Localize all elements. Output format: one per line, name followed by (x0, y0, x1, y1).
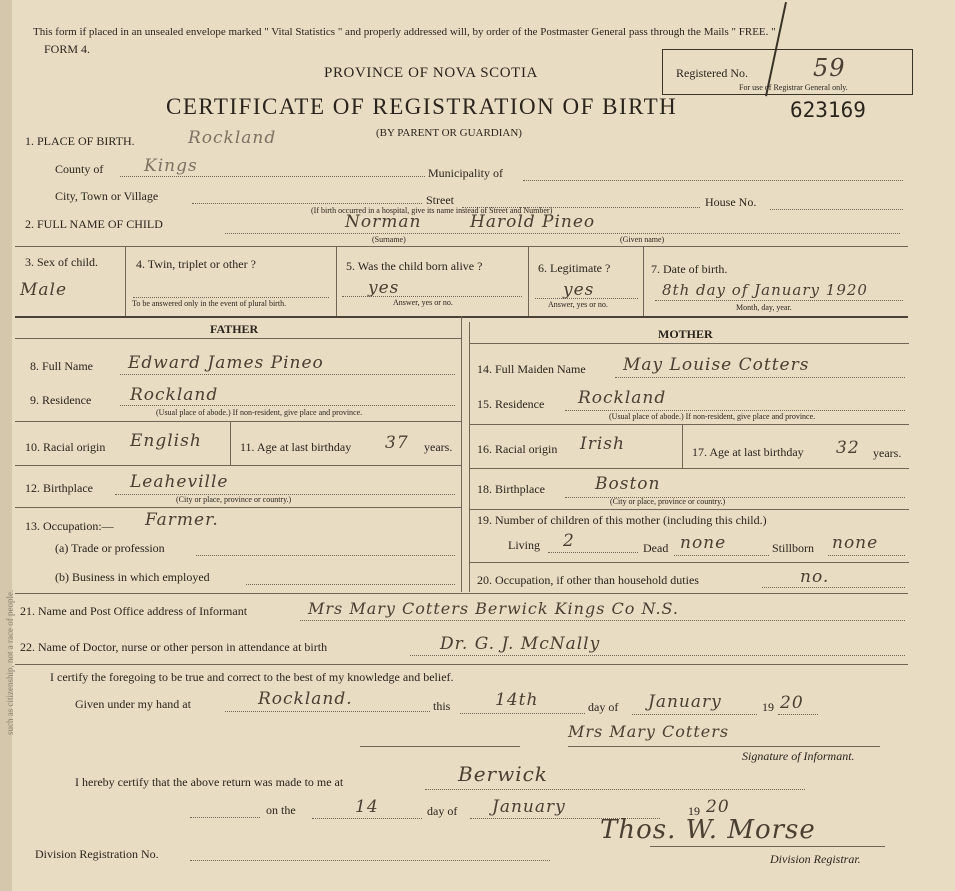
dead-label: Dead (643, 541, 669, 555)
given-month-line (632, 714, 757, 715)
twin-label: 4. Twin, triplet or other ? (136, 257, 256, 271)
father-age-value: 37 (385, 433, 409, 453)
registered-label: Registered No. (676, 66, 748, 80)
made-at-line (425, 789, 805, 790)
registrar-signature: Thos. W. Morse (600, 815, 816, 845)
given-at-value: Rockland. (258, 689, 353, 709)
hereby-label: I hereby certify that the above return was made to me at (75, 775, 344, 789)
alive-note: Answer, yes or no. (393, 298, 453, 307)
business-label: (b) Business in which employed (55, 570, 210, 584)
father-age-label: 11. Age at last birthday (240, 440, 352, 454)
father-racial-label: 10. Racial origin (25, 440, 106, 454)
sex-label: 3. Sex of child. (25, 255, 98, 269)
alive-line (342, 296, 522, 297)
child-surname-value: Norman (345, 212, 422, 232)
given-month-value: January (648, 692, 722, 712)
year-prefix-1: 19 (762, 700, 774, 714)
edge-text: such as citizenship, not a race of people. (5, 589, 15, 735)
mother-name-value: May Louise Cotters (623, 355, 810, 375)
mother-racial-label: 16. Racial origin (477, 442, 558, 456)
children-label: 19. Number of children of this mother (including this child.) (477, 513, 767, 527)
father-age-years: years. (424, 440, 453, 454)
on-the-lead-line (190, 817, 260, 818)
mother-heading: MOTHER (658, 327, 713, 341)
given-day-line (460, 713, 585, 714)
father-head-line (15, 338, 461, 339)
alive-label: 5. Was the child born alive ? (346, 259, 483, 273)
children-bottom (469, 562, 909, 563)
divider-4 (643, 246, 644, 316)
mother-racial-value: Irish (580, 434, 625, 454)
stillborn-value: none (832, 533, 879, 553)
day-of-label-2: day of (427, 804, 458, 818)
row-top-line (15, 246, 908, 247)
doctor-line (410, 655, 905, 656)
child-name-label: 2. FULL NAME OF CHILD (25, 217, 163, 231)
form-number: FORM 4. (44, 42, 91, 56)
county-value: Kings (144, 156, 198, 176)
street-label: Street (426, 193, 454, 207)
this-label: this (433, 699, 451, 713)
year-prefix-2: 19 (688, 804, 700, 818)
informant-signature: Mrs Mary Cotters (568, 722, 730, 741)
mother-racial-bottom (469, 468, 909, 469)
div-registrar-caption: Division Registrar. (770, 852, 861, 866)
mother-bp-value: Boston (595, 474, 661, 494)
mother-bp-bottom (469, 509, 909, 510)
mother-racial-top (469, 424, 909, 425)
father-racial-bottom (15, 465, 461, 466)
father-name-value: Edward James Pineo (128, 353, 324, 373)
child-given-value: Harold Pineo (470, 212, 596, 232)
twin-note: To be answered only in the event of plural birth. (132, 299, 287, 308)
alive-value: yes (368, 278, 400, 298)
place-of-birth-value: Rockland (188, 128, 277, 148)
county-label: County of (55, 162, 104, 176)
div-reg-no-line (190, 860, 550, 861)
registered-box (662, 49, 913, 95)
trade-line (196, 555, 455, 556)
divider-2 (336, 246, 337, 316)
sex-value: Male (20, 280, 68, 300)
mother-occ-label: 20. Occupation, if other than household duties (477, 573, 699, 587)
given-day-value: 14th (495, 690, 539, 710)
informant-sig-line (568, 746, 880, 747)
legit-value: yes (563, 280, 595, 300)
given-year-value: 20 (780, 693, 804, 713)
living-line (548, 552, 638, 553)
divider-1 (125, 246, 126, 316)
surname-caption: (Surname) (372, 235, 406, 244)
certify-top-line (15, 664, 908, 665)
mother-bp-note: (City or place, province or country.) (610, 497, 726, 506)
dob-value: 8th day of January 1920 (662, 281, 868, 299)
house-label: House No. (705, 195, 757, 209)
dob-note: Month, day, year. (736, 303, 792, 312)
informant-value: Mrs Mary Cotters Berwick Kings Co N.S. (308, 599, 680, 618)
doctor-value: Dr. G. J. McNally (440, 634, 601, 654)
informant-line (300, 620, 905, 621)
father-name-line (120, 374, 455, 375)
mother-res-label: 15. Residence (477, 397, 545, 411)
father-bp-bottom (15, 507, 461, 508)
postal-notice: This form if placed in an unsealed envelope marked " Vital Statistics " and properly addressed will, by order of the Postmaster General pass through the Mails " FREE. " (33, 26, 776, 38)
stillborn-label: Stillborn (772, 541, 815, 555)
registrar-sig-line (650, 846, 885, 847)
given-under-label: Given under my hand at (75, 697, 191, 711)
stamped-number: 623169 (790, 98, 866, 122)
father-age-divider (230, 421, 231, 465)
mother-age-divider (682, 424, 683, 468)
trade-label: (a) Trade or profession (55, 541, 165, 555)
certificate-subtitle: (BY PARENT OR GUARDIAN) (376, 127, 522, 139)
mother-age-label: 17. Age at last birthday (692, 445, 804, 459)
registered-number: 59 (813, 54, 846, 82)
given-year-line (778, 714, 818, 715)
twin-line (133, 297, 329, 298)
county-line (120, 176, 425, 177)
sig-informant-caption: Signature of Informant. (742, 749, 855, 763)
occupation-value: Farmer. (145, 510, 219, 530)
father-res-value: Rockland (130, 385, 219, 405)
dead-line (674, 555, 769, 556)
business-line (246, 584, 455, 585)
given-at-line (225, 711, 430, 712)
registered-note: For use of Registrar General only. (739, 83, 848, 92)
page-edge (0, 0, 15, 891)
doctor-label: 22. Name of Doctor, nurse or other person in attendance at birth (20, 640, 328, 654)
child-name-line (225, 233, 900, 234)
legit-line (535, 298, 638, 299)
on-the-label: on the (266, 803, 296, 817)
street-note: (If birth occurred in a hospital, give its name instead of Street and Number) (311, 206, 553, 215)
father-racial-top (15, 421, 461, 422)
father-bp-note: (City or place, province or country.) (176, 495, 292, 504)
house-line (770, 209, 903, 210)
father-res-label: 9. Residence (30, 393, 92, 407)
father-res-line (120, 405, 455, 406)
given-caption: (Given name) (620, 235, 665, 244)
parents-divider-2 (469, 322, 470, 592)
mother-res-value: Rockland (578, 388, 667, 408)
day-of-label: day of (588, 700, 619, 714)
informant-top-line (15, 593, 908, 594)
father-name-label: 8. Full Name (30, 359, 93, 373)
father-res-note: (Usual place of abode.) If non-resident, give place and province. (156, 408, 363, 417)
father-heading: FATHER (210, 322, 259, 336)
mother-age-years: years. (873, 446, 902, 460)
living-label: Living (508, 538, 540, 552)
province-heading: PROVINCE OF NOVA SCOTIA (324, 65, 538, 81)
mother-head-line (469, 343, 909, 344)
separator-line (360, 746, 520, 747)
certificate-title: CERTIFICATE OF REGISTRATION OF BIRTH (166, 94, 678, 119)
legit-label: 6. Legitimate ? (538, 261, 611, 275)
div-reg-no-label: Division Registration No. (35, 847, 159, 861)
stillborn-line (828, 555, 905, 556)
dob-label: 7. Date of birth. (651, 262, 728, 276)
mother-res-note: (Usual place of abode.) If non-resident, give place and province. (609, 412, 816, 421)
certify-text: I certify the foregoing to be true and correct to the best of my knowledge and belief. (50, 670, 454, 684)
city-line (192, 203, 422, 204)
divider-3 (528, 246, 529, 316)
occupation-label: 13. Occupation:— (25, 519, 114, 533)
mother-occ-value: no. (800, 567, 830, 587)
mother-occ-line (762, 587, 905, 588)
informant-label: 21. Name and Post Office address of Informant (20, 604, 248, 618)
dead-value: none (680, 533, 727, 553)
legit-note: Answer, yes or no. (548, 300, 608, 309)
father-bp-value: Leaheville (130, 472, 229, 492)
city-label: City, Town or Village (55, 189, 159, 203)
father-racial-value: English (130, 431, 202, 451)
parents-divider (461, 316, 462, 592)
place-of-birth-label: 1. PLACE OF BIRTH. (25, 134, 135, 148)
mother-bp-label: 18. Birthplace (477, 482, 545, 496)
dob-line (655, 300, 903, 301)
made-at-value: Berwick (458, 762, 548, 786)
mother-age-value: 32 (836, 438, 860, 458)
father-bp-label: 12. Birthplace (25, 481, 93, 495)
on-month-value: January (492, 797, 566, 817)
municipality-label: Municipality of (428, 166, 503, 180)
on-year-value: 20 (706, 797, 730, 817)
on-day-line (312, 818, 422, 819)
municipality-line (523, 180, 903, 181)
mother-name-label: 14. Full Maiden Name (477, 362, 586, 376)
mother-res-line (565, 410, 905, 411)
mother-name-line (615, 377, 905, 378)
living-value: 2 (563, 531, 575, 551)
on-day-value: 14 (355, 797, 379, 817)
